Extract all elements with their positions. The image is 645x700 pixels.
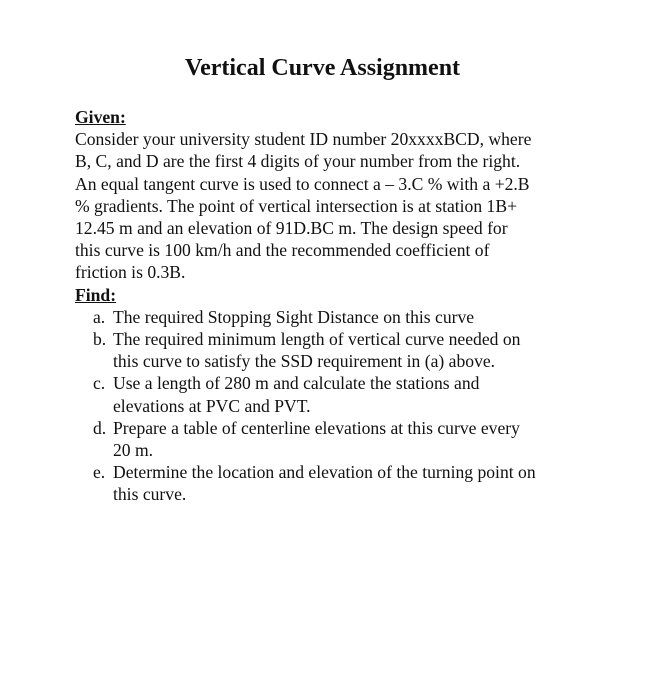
list-marker: e. (93, 462, 106, 483)
find-item-c (75, 372, 585, 416)
given-line: Consider your university student ID number 20xxxxBCD, where (75, 129, 532, 150)
find-item-a (75, 306, 585, 328)
given-heading: Given: (75, 107, 126, 127)
given-line: 12.45 m and an elevation of 91D.BC m. The design speed for (75, 218, 508, 239)
list-marker: d. (93, 417, 107, 438)
find-heading: Find: (75, 284, 117, 305)
document-title: Vertical Curve Assignment (184, 55, 461, 81)
find-item-text: this curve. (113, 484, 187, 505)
document-body (75, 106, 585, 506)
find-item-text: Prepare a table of centerline elevations at this curve every (113, 417, 520, 438)
given-line: B, C, and D are the first 4 digits of your number from the right. (75, 151, 521, 172)
find-item-text: Determine the location and elevation of the turning point on (113, 462, 536, 483)
find-item-e (75, 461, 585, 505)
find-item-text: Use a length of 280 m and calculate the stations and (113, 373, 480, 394)
find-item-text: 20 m. (113, 440, 154, 461)
list-marker: a. (93, 306, 106, 327)
find-item-b (75, 328, 585, 372)
find-item-text: this curve to satisfy the SSD requirement in (a) above. (113, 351, 496, 372)
given-paragraph (75, 128, 585, 283)
list-marker: c. (93, 373, 106, 394)
given-line: % gradients. The point of vertical intersection is at station 1B+ (75, 195, 518, 216)
find-item-text: elevations at PVC and PVT. (113, 395, 311, 416)
find-list (75, 306, 585, 506)
find-item-text: The required Stopping Sight Distance on this curve (113, 306, 475, 327)
list-marker: b. (93, 329, 107, 350)
given-line: An equal tangent curve is used to connect a – 3.C % with a +2.B (75, 173, 530, 194)
find-item-d (75, 417, 585, 461)
given-line: friction is 0.3B. (75, 262, 186, 283)
given-line: this curve is 100 km/h and the recommended coefficient of (75, 240, 490, 261)
find-item-text: The required minimum length of vertical curve needed on (113, 329, 521, 350)
